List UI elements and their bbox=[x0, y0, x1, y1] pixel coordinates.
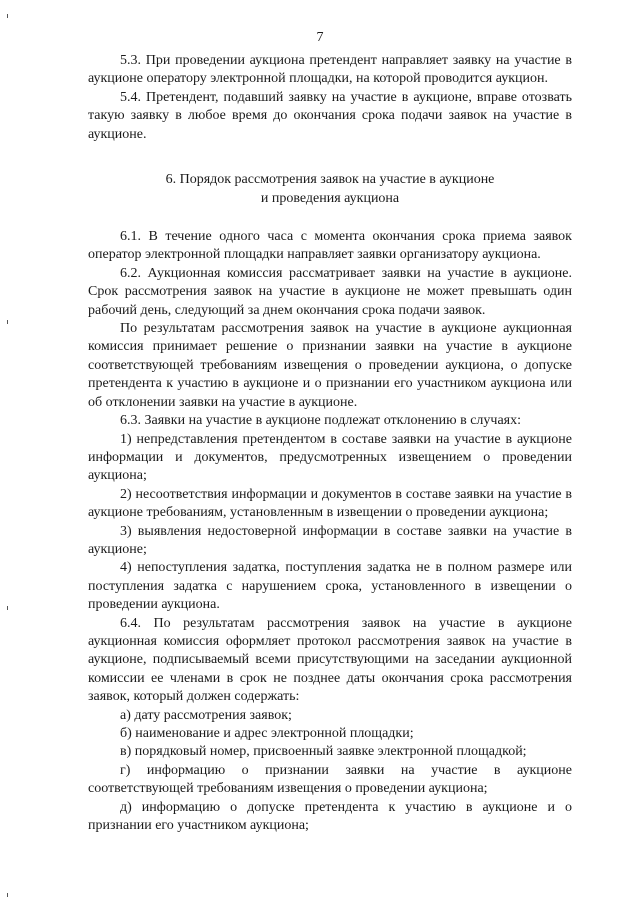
scan-artifact bbox=[7, 14, 8, 18]
scan-artifact bbox=[7, 893, 8, 897]
page-number: 7 bbox=[316, 30, 324, 45]
clause-5-3: 5.3. При проведении аукциона претендент направляет заявку на участие в аукционе оператору электронной площадки, на которой проводится аукцион. bbox=[88, 53, 572, 87]
clause-6-4-item-v: в) порядковый номер, присвоенный заявке электронной площадкой; bbox=[120, 744, 527, 760]
clause-6-4-item-a: а) дату рассмотрения заявок; bbox=[120, 707, 292, 723]
scan-artifact bbox=[7, 320, 8, 324]
section-title-line-2: и проведения аукциона bbox=[260, 191, 400, 207]
clause-5-4: 5.4. Претендент, подавший заявку на участие в аукционе, вправе отозвать такую заявку в любое время до окончания срока подачи заявок на участие в аукционе. bbox=[88, 89, 572, 142]
section-title bbox=[88, 170, 572, 208]
clause-6-4: 6.4. По результатам рассмотрения заявок на участие в аукционе аукционная комиссия оформляет протокол рассмотрения заявок на участие в аукционе, подписываемый всеми присутствующими на заседании аукционной комиссии ее членами в срок не позднее даты окончания срока рассмотрения заявок, который должен содержать: bbox=[88, 615, 572, 705]
scan-artifact bbox=[7, 606, 8, 610]
document-body bbox=[88, 52, 572, 835]
clause-6-2: 6.2. Аукционная комиссия рассматривает заявки на участие в аукционе. Срок рассмотрения заявок на участие в аукционе не может превышать один рабочий день, следующий за днем окончания срока подачи заявок. bbox=[88, 265, 572, 318]
clause-6-3-item-3: 3) выявления недостоверной информации в составе заявки на участие в аукционе; bbox=[88, 523, 572, 557]
clause-6-4-item-g: г) информацию о признании заявки на участие в аукционе соответствующей требованиям извещения о проведении аукциона; bbox=[88, 762, 572, 797]
clause-6-3-item-2: 2) несоответствия информации и документов в составе заявки на участие в аукционе требованиям, установленным в извещении о проведении аукциона; bbox=[88, 486, 572, 521]
clause-6-3-item-4: 4) непоступления задатка, поступления задатка не в полном размере или поступления задатка с нарушением срока, установленного в извещении о проведении аукциона. bbox=[88, 560, 572, 613]
section-title-line-1: 6. Порядок рассмотрения заявок на участие в аукционе bbox=[165, 172, 495, 188]
clause-6-3-item-1: 1) непредставления претендентом в составе заявки на участие в аукционе информации и документов, предусмотренных извещением о проведении аукциона; bbox=[88, 431, 572, 484]
clause-6-4-item-b: б) наименование и адрес электронной площадки; bbox=[120, 726, 414, 741]
clause-6-1: 6.1. В течение одного часа с момента окончания срока приема заявок оператор электронной площадки направляет заявки организатору аукциона. bbox=[88, 229, 572, 263]
clause-6-3: 6.3. Заявки на участие в аукционе подлежат отклонению в случаях: bbox=[120, 413, 521, 429]
clause-6-2-decision: По результатам рассмотрения заявок на участие в аукционе аукционная комиссия принимает решение о признании заявки на участие в аукционе соответствующей требованиям извещения о проведении аукциона, о допуске претендента к участию в аукционе и о признании его участником аукциона или об отклонении заявки на участие в аукционе. bbox=[88, 321, 572, 410]
clause-6-4-item-d: д) информацию о допуске претендента к участию в аукционе и о признании его участником аукциона; bbox=[88, 799, 572, 834]
